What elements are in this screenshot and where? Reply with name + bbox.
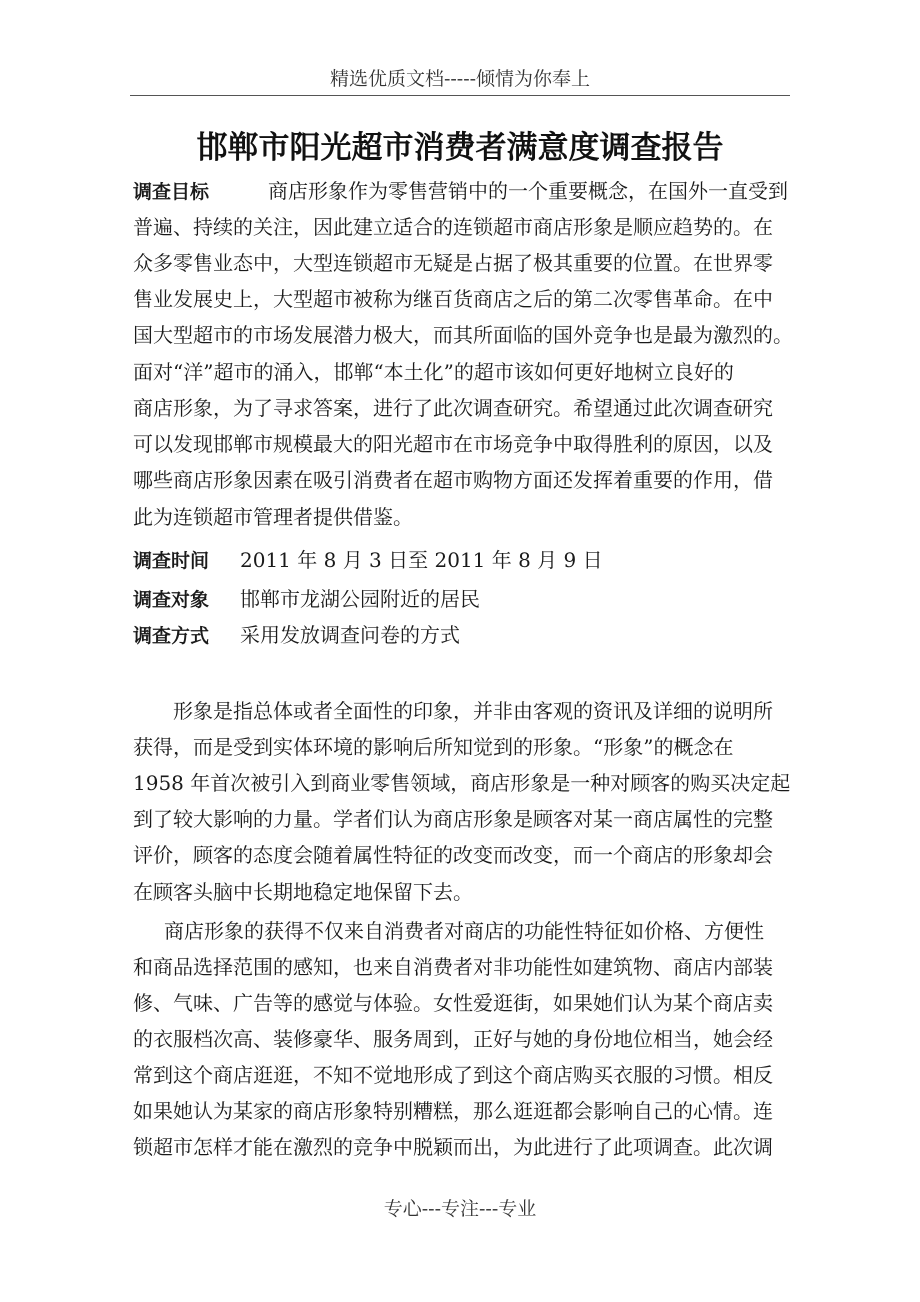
objective-line: 众多零售业态中，大型连锁超市无疑是占据了极其重要的位置。在世界零: [133, 251, 773, 275]
objective-line: 售业发展史上，大型超市被称为继百货商店之后的第二次零售革命。在中: [133, 287, 773, 311]
objective-line: 可以发现邯郸市规模最大的阳光超市在市场竞争中取得胜利的原因，以及: [133, 432, 773, 456]
survey-time-value: 2011 年 8 月 3 日至 2011 年 8 月 9 日: [240, 548, 603, 572]
objective-line: [133, 177, 788, 206]
survey-subject-row: [133, 585, 480, 614]
survey-method-value: 采用发放调查问卷的方式: [240, 623, 460, 647]
objective-line: 此为连锁超市管理者提供借鉴。: [133, 505, 413, 529]
objective-line: 商店形象，为了寻求答案，进行了此次调查研究。希望通过此次调查研究: [133, 396, 773, 420]
paragraph-line: 获得，而是受到实体环境的影响后所知觉到的形象。“形象”的概念在: [133, 735, 734, 759]
page-header: 精选优质文档-----倾情为你奉上: [329, 68, 591, 90]
paragraph-line: 形象是指总体或者全面性的印象，并非由客观的资讯及详细的说明所: [173, 699, 773, 723]
paragraph-line: 1958 年首次被引入到商业零售领域，商店形象是一种对顾客的购买决定起: [133, 771, 791, 795]
header-divider: [130, 95, 790, 96]
survey-subject-label: 调查对象: [133, 589, 210, 611]
paragraph-line: 到了较大影响的力量。学者们认为商店形象是顾客对某一商店属性的完整: [133, 807, 773, 831]
objective-label: 调查目标: [133, 181, 210, 203]
paragraph-line: 锁超市怎样才能在激烈的竞争中脱颖而出，为此进行了此项调查。此次调: [133, 1135, 773, 1159]
objective-line: 面对“洋”超市的涌入，邯郸“本土化”的超市该如何更好地树立良好的: [133, 360, 734, 384]
objective-line: 普遍、持续的关注，因此建立适合的连锁超市商店形象是顺应趋势的。在: [133, 215, 773, 239]
paragraph-line: 修、气味、广告等的感觉与体验。女性爱逛街，如果她们认为某个商店卖: [133, 991, 773, 1015]
survey-method-label: 调查方式: [133, 625, 210, 647]
survey-subject-value: 邯郸市龙湖公园附近的居民: [240, 587, 480, 611]
paragraph-line: 和商品选择范围的感知，也来自消费者对非功能性如建筑物、商店内部装: [133, 955, 773, 979]
document-title: 邯郸市阳光超市消费者满意度调查报告: [196, 130, 724, 166]
paragraph-line: 的衣服档次高、装修豪华、服务周到，正好与她的身份地位相当，她会经: [133, 1027, 773, 1051]
objective-line: 国大型超市的市场发展潜力极大，而其所面临的国外竞争也是最为激烈的。: [133, 323, 793, 347]
paragraph-line: 常到这个商店逛逛，不知不觉地形成了到这个商店购买衣服的习惯。相反: [133, 1063, 773, 1087]
survey-time-label: 调查时间: [133, 550, 210, 572]
paragraph-line: 在顾客头脑中长期地稳定地保留下去。: [133, 880, 473, 904]
paragraph-line: 商店形象的获得不仅来自消费者对商店的功能性特征如价格、方便性: [164, 919, 764, 943]
paragraph-line: 如果她认为某家的商店形象特别糟糕，那么逛逛都会影响自己的心情。连: [133, 1099, 773, 1123]
objective-line: 哪些商店形象因素在吸引消费者在超市购物方面还发挥着重要的作用，借: [133, 468, 773, 492]
paragraph-line: 评价，顾客的态度会随着属性特征的改变而改变，而一个商店的形象却会: [133, 843, 773, 867]
objective-text: 商店形象作为零售营销中的一个重要概念，在国外一直受到: [268, 179, 788, 203]
survey-method-row: [133, 621, 460, 650]
page-footer: 专心---专注---专业: [383, 1198, 537, 1220]
survey-time-row: [133, 546, 603, 575]
